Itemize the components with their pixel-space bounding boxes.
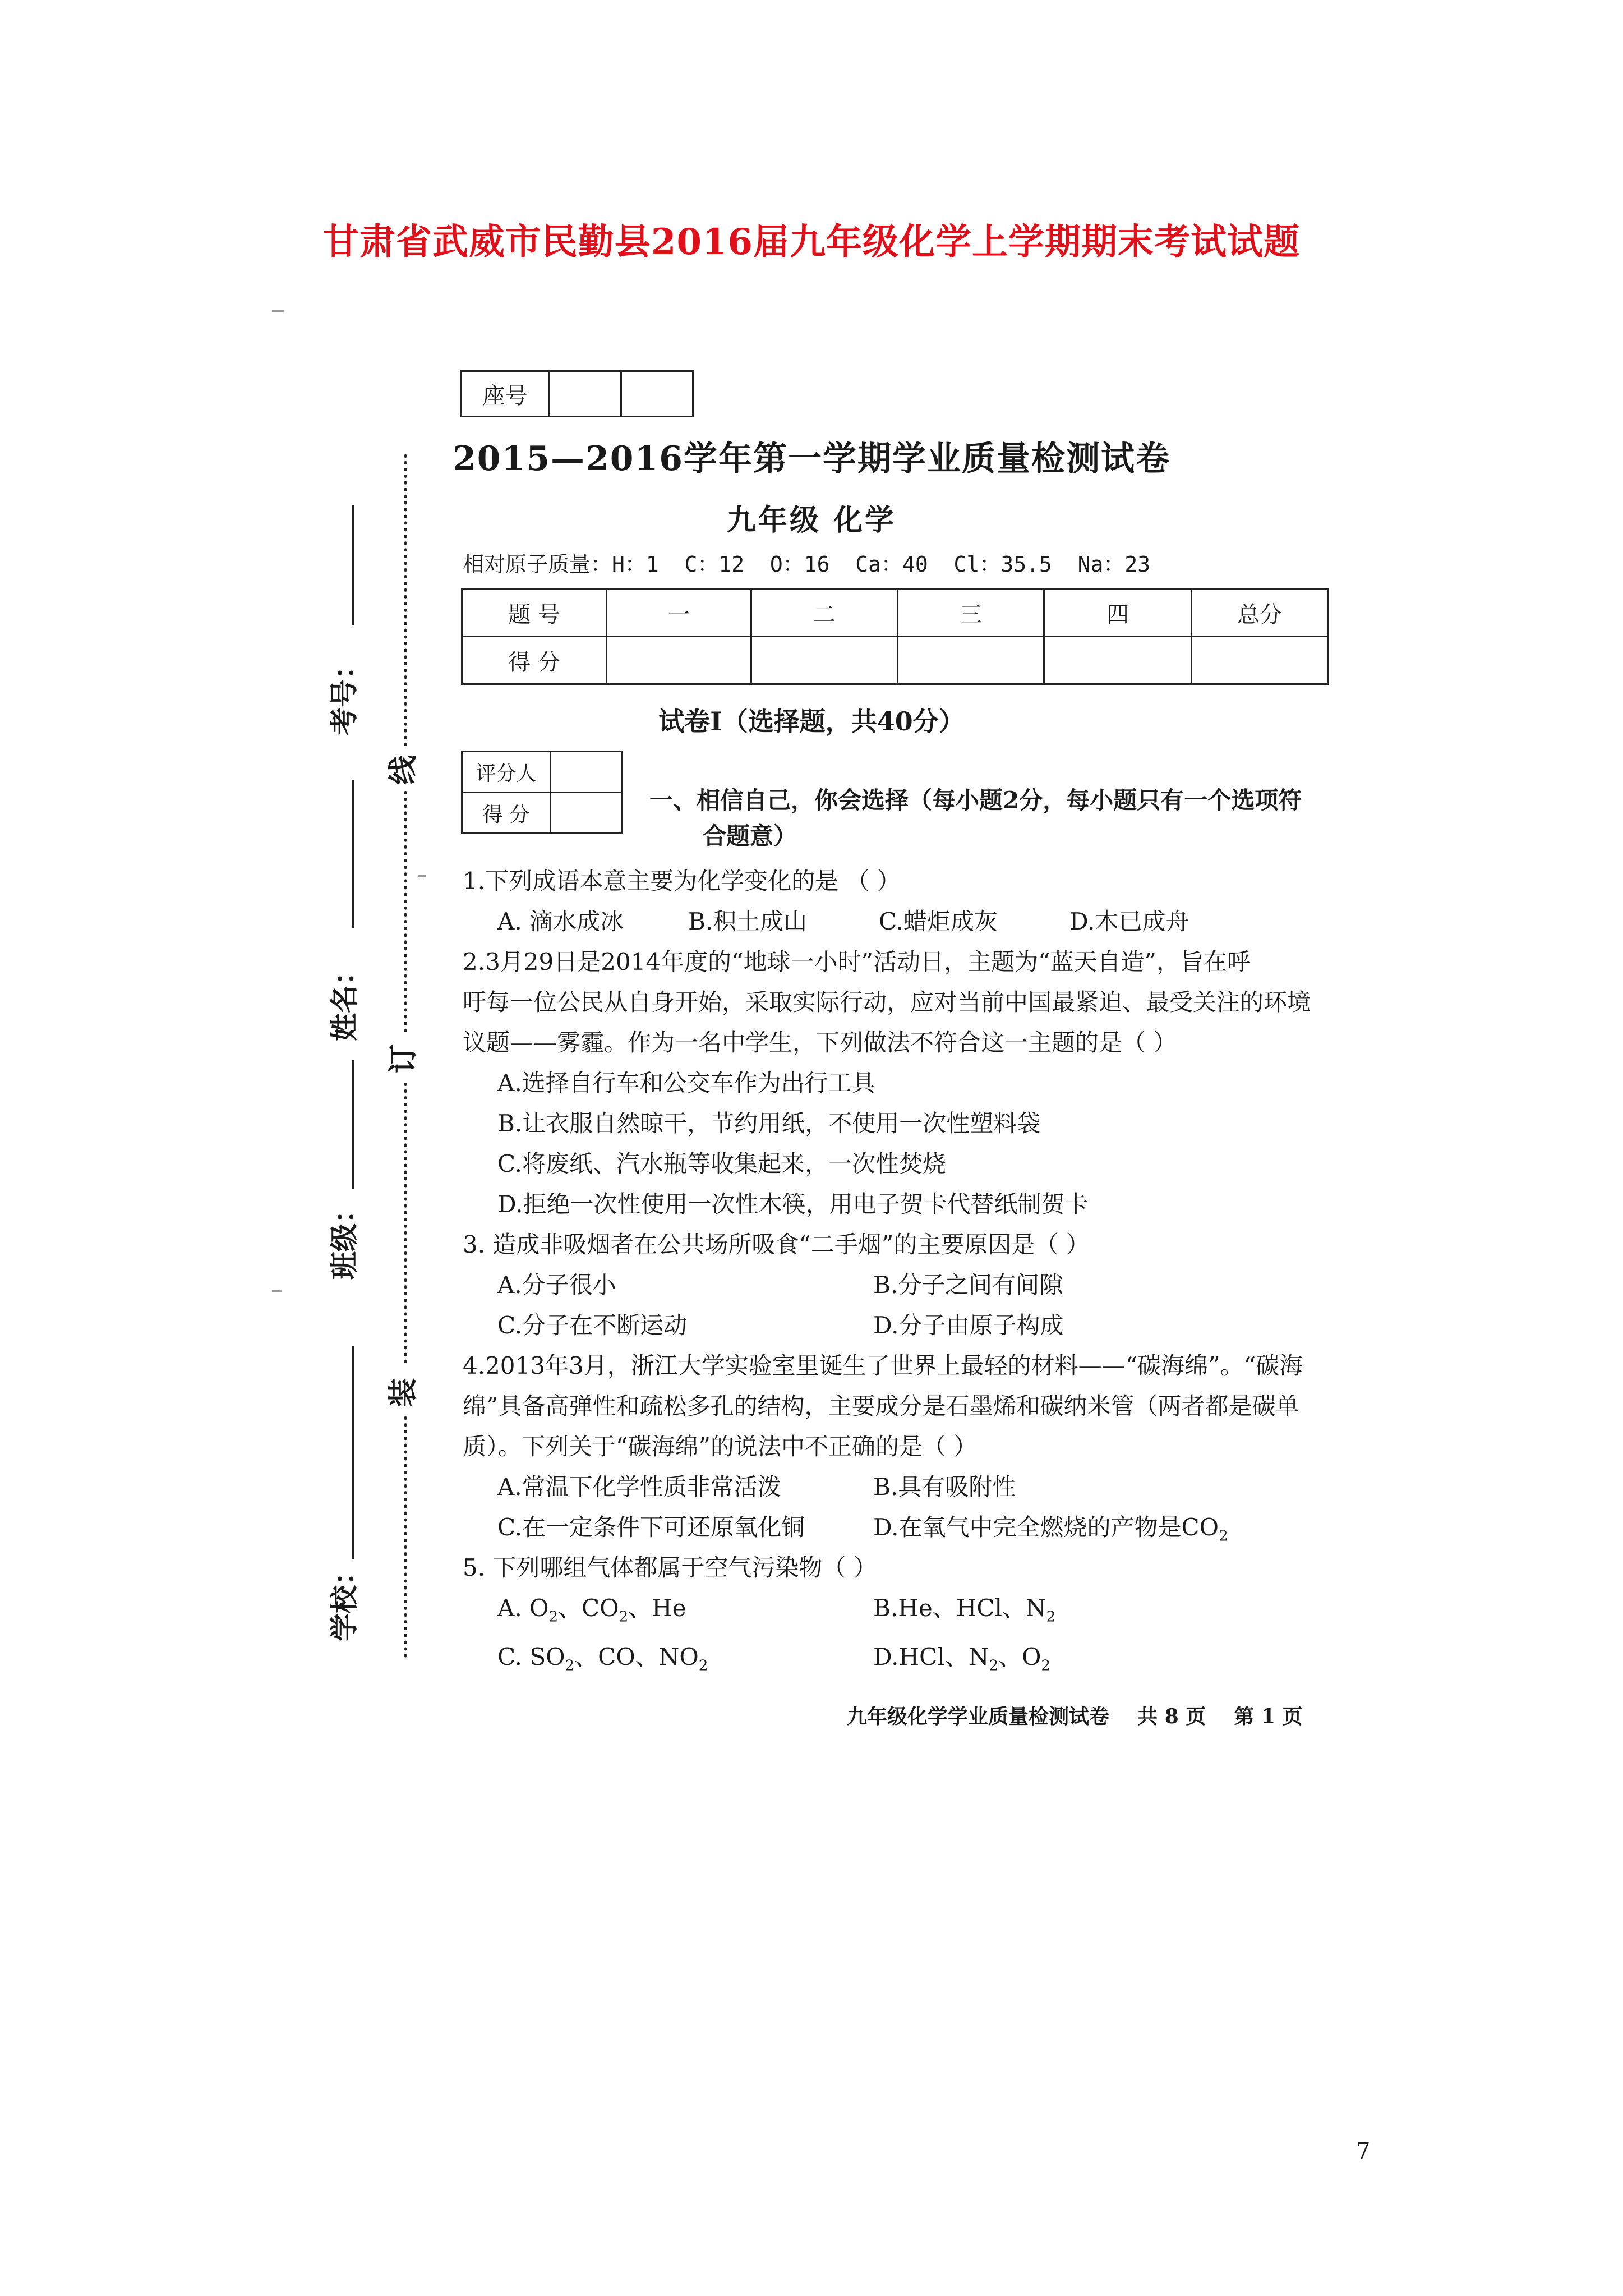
option-d: D.HCl、$N_2$、$O_2$ [873, 1643, 1051, 1674]
option-a: A.分子很小 [497, 1271, 616, 1299]
score-cell [751, 637, 898, 684]
option-row [463, 1265, 1338, 1305]
option-b: B.让衣服自然晾干，节约用纸，不使用一次性塑料袋 [497, 1110, 1041, 1137]
scan-speck [272, 310, 284, 312]
score-header-cell: 题 号 [462, 589, 607, 637]
score-cell [1044, 637, 1192, 684]
grader-label: 评分人 [462, 752, 551, 793]
option-row [463, 1467, 1338, 1507]
score-header-cell: 总分 [1192, 589, 1328, 637]
option-d: D.木已成舟 [1069, 908, 1189, 935]
binding-dash-line [404, 1416, 407, 1658]
question-stem: 质）。下列关于“碳海绵”的说法中不正确的是（ ） [463, 1433, 978, 1460]
score-table [461, 588, 1329, 685]
binding-line-char: 线 [386, 755, 421, 785]
binding-dash-line [404, 454, 407, 746]
option-b: B.He、HCl、$N_2$ [873, 1594, 1056, 1626]
option-row [463, 1588, 1338, 1637]
question-stem: 5. 下列哪组气体都属于空气污染物（ ） [463, 1554, 877, 1581]
binding-zhuang-char: 装 [386, 1378, 421, 1407]
option-c: C. $SO_2$、CO、$NO_2$ [497, 1643, 708, 1674]
footer-page: 第 1 页 [1234, 1705, 1303, 1728]
question-4 [463, 1346, 1338, 1556]
score-cell [607, 637, 751, 684]
exam-title: 2015—2016学年第一学期学业质量检测试卷 [453, 439, 1170, 478]
footer-total-pages: 共 8 页 [1137, 1705, 1206, 1728]
scan-speck [418, 875, 426, 877]
option-row [463, 901, 1338, 942]
scan-speck [272, 1290, 282, 1292]
school-label: 学校： [328, 1557, 361, 1641]
option-c: C.在一定条件下可还原氧化铜 [497, 1513, 805, 1541]
question-5 [463, 1548, 1338, 1686]
school-underline [352, 1346, 354, 1559]
option-row [463, 1637, 1338, 1686]
score-header-cell: 三 [898, 589, 1044, 637]
score-header-cell: 二 [751, 589, 898, 637]
seat-cell [621, 371, 693, 417]
class-underline [352, 1060, 354, 1189]
section1-line1: 一、相信自己，你会选择（每小题2分，每小题只有一个选项符 [649, 786, 1302, 814]
class-label: 班级： [328, 1195, 361, 1280]
score-row-label: 得 分 [462, 637, 607, 684]
page-number: 7 [1356, 2138, 1371, 2164]
document-title: 甘肃省武威市民勤县2016届九年级化学上学期期末考试试题 [322, 221, 1301, 263]
question-2 [463, 942, 1338, 1225]
score-table-score-row [462, 637, 1328, 684]
question-stem: 吁每一位公民从自身开始，采取实际行动，应对当前中国最紧迫、最受关注的环境 [463, 988, 1311, 1016]
question-stem: 绵”具备高弹性和疏松多孔的结构，主要成分是石墨烯和碳纳米管（两者都是碳单 [463, 1392, 1299, 1420]
grader-cell [551, 793, 623, 834]
option-c: C.将废纸、汽水瓶等收集起来，一次性焚烧 [497, 1150, 946, 1177]
name-underline [352, 780, 354, 928]
name-label: 姓名： [328, 957, 361, 1041]
atomic-masses: 相对原子质量：H：1 C：12 O：16 Ca：40 Cl：35.5 Na：23 [463, 552, 1151, 577]
paper1-title: 试卷Ⅰ（选择题，共40分） [658, 706, 965, 737]
score-table-header-row [462, 589, 1328, 637]
seat-label: 座号 [461, 371, 550, 417]
section1-line2: 合题意） [703, 822, 797, 850]
option-b: B.分子之间有间隙 [873, 1271, 1063, 1299]
option-a: A.选择自行车和公交车作为出行工具 [497, 1069, 875, 1097]
score-cell [898, 637, 1044, 684]
subject-title: 九年级 化学 [726, 503, 897, 537]
option-a: A. 滴水成冰 [497, 908, 624, 935]
question-stem: 议题——雾霾。作为一名中学生，下列做法不符合这一主题的是（ ） [463, 1029, 1177, 1056]
section1-heading [649, 783, 1339, 854]
binding-dash-line [404, 791, 407, 1032]
binding-ding-char: 订 [386, 1044, 421, 1074]
option-d: D.在氧气中完全燃烧的产物是$CO_2$ [873, 1513, 1228, 1545]
grader-cell [551, 752, 623, 793]
score-cell [1192, 637, 1328, 684]
question-stem: 3. 造成非吸烟者在公共场所吸食“二手烟”的主要原因是（ ） [463, 1231, 1090, 1258]
option-c: C.分子在不断运动 [497, 1312, 687, 1339]
exam-no-underline [352, 505, 354, 625]
seat-cell [550, 371, 621, 417]
question-stem: 1.下列成语本意主要为化学变化的是 （ ） [463, 867, 901, 895]
question-stem: 4.2013年3月，浙江大学实验室里诞生了世界上最轻的材料——“碳海绵”。“碳海 [463, 1352, 1303, 1379]
grader-score-label: 得 分 [462, 793, 551, 834]
option-b: B.积土成山 [688, 908, 808, 935]
option-d: D.拒绝一次性使用一次性木筷，用电子贺卡代替纸制贺卡 [497, 1190, 1089, 1218]
score-header-cell: 一 [607, 589, 751, 637]
seat-number-table [460, 370, 694, 417]
option-d: D.分子由原子构成 [873, 1312, 1064, 1339]
question-3 [463, 1225, 1338, 1346]
exam-no-label: 考号： [328, 651, 361, 735]
question-1 [463, 861, 1338, 942]
binding-dash-line [404, 1083, 407, 1363]
score-header-cell: 四 [1044, 589, 1192, 637]
option-row [463, 1305, 1338, 1346]
option-b: B.具有吸附性 [873, 1473, 1016, 1501]
option-a: A.常温下化学性质非常活泼 [497, 1473, 781, 1501]
question-stem: 2.3月29日是2014年度的“地球一小时”活动日，主题为“蓝天自造”，旨在呼 [463, 948, 1251, 976]
exam-footer [847, 1701, 1303, 1729]
footer-exam-name: 九年级化学学业质量检测试卷 [847, 1705, 1110, 1728]
option-c: C.蜡炬成灰 [879, 908, 998, 935]
grader-table [461, 751, 623, 834]
option-a: A. $O_2$、$CO_2$、He [497, 1594, 686, 1626]
